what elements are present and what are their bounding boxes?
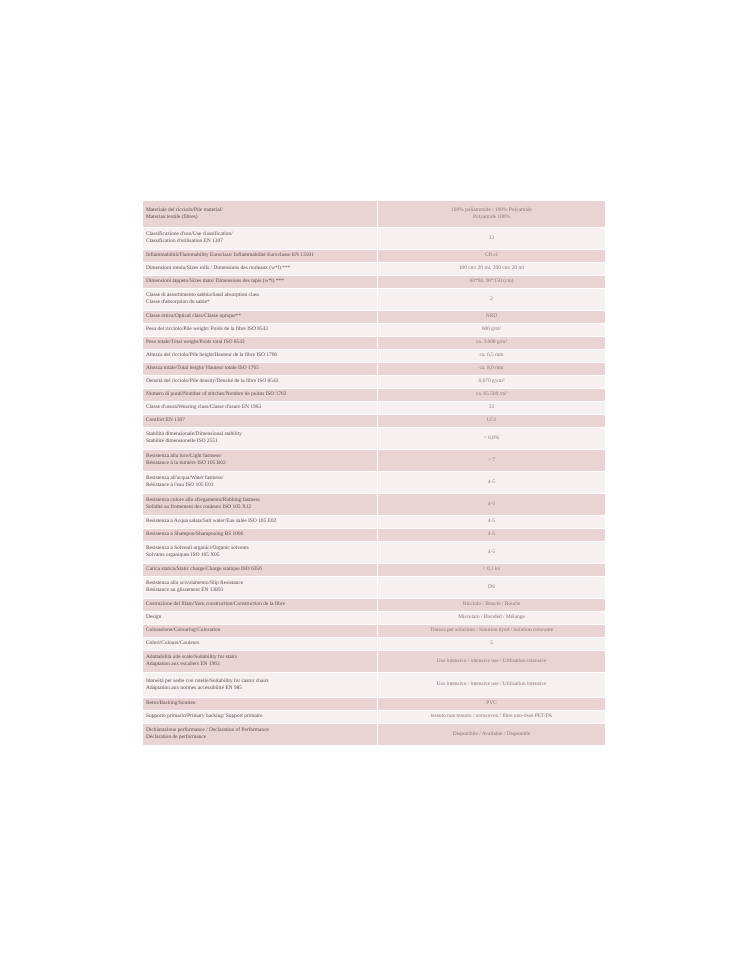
table-row xyxy=(143,288,605,310)
property-label-line: Résistance à la lumière ISO 105 B02 xyxy=(146,460,226,466)
table-row xyxy=(143,449,605,471)
table-row xyxy=(143,697,605,710)
property-value-line: Uso intensivo / intensive use / Utilisation intensive xyxy=(436,657,547,664)
property-value-line: ca. 6,5 mm xyxy=(479,352,504,359)
property-value xyxy=(378,541,606,563)
property-label-line: Design xyxy=(146,614,162,621)
property-label xyxy=(143,598,378,611)
property-value-line: Ricciolo / Bouclé / Boucle xyxy=(462,601,521,608)
property-value-line: DS xyxy=(488,583,495,590)
property-label-line: Adaptation aux escaliers EN 1963 xyxy=(146,661,220,667)
table-row xyxy=(143,515,605,528)
property-value xyxy=(378,611,606,624)
property-value-line: Uso intensivo / intensive use / Utilisation intensive xyxy=(436,681,547,688)
table-row xyxy=(143,401,605,414)
property-value xyxy=(378,427,606,449)
property-label-line: Resistenza colore allo sfregamento/Rubbing fastness xyxy=(146,497,260,504)
property-value-line: Cfl s1 xyxy=(484,252,499,259)
property-label-line: Dimensioni tappeto/Sizes mats/ Dimensions des tapis (w*l) *** xyxy=(146,278,284,285)
table-row xyxy=(143,310,605,323)
property-label-line: Adattabilità alle scale/Suitability for stairs xyxy=(146,654,238,661)
property-label-line: Costruzione del filato/Yarn construction/Construction de la fibre xyxy=(146,601,285,608)
property-value-line: tessuto non tessuto / nonwoven / fibre non-tissé PET/PA xyxy=(430,713,553,720)
property-label-line: Materiau textile (fibres) xyxy=(146,213,198,220)
property-label xyxy=(143,541,378,563)
property-value xyxy=(378,310,606,323)
property-label-line: Densità del ricciolo/Pile density/Densité de la fibre ISO 8543 xyxy=(146,378,279,385)
property-value-line: > 7 xyxy=(487,456,496,463)
property-value-line: ca. 3.000 g/m² xyxy=(476,339,507,346)
property-value xyxy=(378,449,606,471)
table-row xyxy=(143,336,605,349)
property-label-line: Supporto primario/Primary backing/ Support primaire xyxy=(146,713,263,720)
property-label-line: Resistenza a Acqua salata/Salt water/Eau salée ISO 105 E02 xyxy=(146,518,277,525)
property-label xyxy=(143,310,378,323)
property-value-line: 100% poliammide / 100% Polyamide xyxy=(451,207,532,213)
table-row xyxy=(143,262,605,275)
property-label xyxy=(143,576,378,598)
property-value-line: 4-5 xyxy=(487,548,496,555)
table-row xyxy=(143,388,605,401)
property-label-line: Peso totale/Total weight/Poids total ISO 8543 xyxy=(146,339,245,346)
property-value-line: Miscelato / Blended / Mélange xyxy=(458,614,525,621)
property-label xyxy=(143,493,378,515)
table-row xyxy=(143,563,605,576)
table-row xyxy=(143,323,605,336)
property-label xyxy=(143,262,378,275)
property-value xyxy=(378,227,606,249)
property-value-line: 100 cm/ 20 ml, 200 cm/ 20 ml xyxy=(458,265,525,272)
property-label xyxy=(143,288,378,310)
table-row xyxy=(143,624,605,637)
property-label xyxy=(143,611,378,624)
property-label-line: Adaptation aux normes accessibilité EN 985 xyxy=(146,684,242,691)
table-row xyxy=(143,375,605,388)
property-label xyxy=(143,388,378,401)
property-value xyxy=(378,515,606,528)
property-value xyxy=(378,493,606,515)
property-value xyxy=(378,563,606,576)
table-row xyxy=(143,427,605,449)
property-label-line: Retro/Backing/Soutien xyxy=(146,700,196,707)
property-label-line: Resistenza alla luce/Light fastness/ xyxy=(146,453,222,460)
property-label xyxy=(143,249,378,262)
property-label xyxy=(143,427,378,449)
property-value-line: 600 g/m² xyxy=(481,326,502,333)
table-row xyxy=(143,249,605,262)
table-row xyxy=(143,611,605,624)
table-row xyxy=(143,598,605,611)
property-label-line: Infiammabilità/Flammability Euroclass/ Inflammabilité Euroclasse EN 13501 xyxy=(146,252,314,259)
property-label-line: Peso del ricciolo/Pile weight/ Poids de la fibre ISO 8543 xyxy=(146,326,269,333)
property-label xyxy=(143,515,378,528)
property-label-line: Solvants organiques ISO 105 X05 xyxy=(146,552,220,558)
table-row xyxy=(143,576,605,598)
property-value-line: ca. 65.500 /m² xyxy=(476,391,507,398)
property-label xyxy=(143,227,378,249)
property-value xyxy=(378,375,606,388)
property-value-line: 33 xyxy=(488,404,495,411)
property-label xyxy=(143,349,378,362)
property-label-line: Classificazione d'uso/Use classification/ xyxy=(146,231,233,238)
property-label-line: Classe ottica/Optical class/Classe optique** xyxy=(146,313,242,320)
property-label xyxy=(143,697,378,710)
property-value-line: < 0,1 kv xyxy=(482,566,501,573)
property-value xyxy=(378,414,606,427)
table-row xyxy=(143,672,605,697)
property-value xyxy=(378,624,606,637)
property-value xyxy=(378,336,606,349)
table-row xyxy=(143,414,605,427)
table-row xyxy=(143,201,605,227)
property-label-line: Classe di assorbimento sabbia/Sand absorption class xyxy=(146,292,260,299)
property-label xyxy=(143,637,378,650)
property-label-line: Classe d'absorption du sable* xyxy=(146,299,210,305)
property-value xyxy=(378,201,606,227)
property-label xyxy=(143,471,378,493)
property-label-line: Comfort EN 1307 xyxy=(146,417,185,424)
property-label-line: Dimensioni rotolo/Sizes rolls / Dimensions des rouleaux (w*l) *** xyxy=(146,265,291,272)
property-label-line: Resistenza allo scivolamento/Slip Resistance xyxy=(146,580,244,587)
property-label-line: Classification d'utilisation EN 1307 xyxy=(146,238,223,244)
property-value-line: 4-5 xyxy=(487,500,496,507)
property-label xyxy=(143,323,378,336)
table-row xyxy=(143,362,605,375)
property-label-line: Stabilità dimensionale/Dimensional stability xyxy=(146,431,242,438)
property-label-line: Altezza del ricciolo/Pile height/Hauteur de la fibre ISO 1766 xyxy=(146,352,278,359)
table-row xyxy=(143,650,605,672)
property-value-line: 0,070 g/cm³ xyxy=(478,378,505,385)
property-label-line: Idoneità per sedie con rotelle/Suitability for castor chairs xyxy=(146,677,269,684)
property-label-line: Numero di punti/Number of stitches/Nombre de points ISO 1763 xyxy=(146,391,287,398)
table-row xyxy=(143,493,605,515)
property-label xyxy=(143,710,378,723)
property-label-line: Résistance à l'eau ISO 105 E01 xyxy=(146,482,214,488)
property-label-line: Classe d'usura/Wearing class/Classe d'usure EN 1963 xyxy=(146,404,262,411)
property-label-line: Résistance au glissement EN 13893 xyxy=(146,587,224,593)
property-label xyxy=(143,401,378,414)
property-label-line: Altezza totale/Total height/ Hauteur totale ISO 1765 xyxy=(146,365,259,372)
property-value-line: Tintura per soluzioni / Solution dyed / Solution colorante xyxy=(429,627,554,634)
specification-table-body xyxy=(143,201,605,745)
property-value xyxy=(378,262,606,275)
property-value-line: ca. 8,0 mm xyxy=(479,365,504,372)
property-value-line: 33 xyxy=(488,234,495,241)
table-row xyxy=(143,471,605,493)
table-row xyxy=(143,723,605,745)
property-value-line: 4-5 xyxy=(487,518,496,525)
table-row xyxy=(143,637,605,650)
property-label-line: Materiale del ricciolo/Pile material/ xyxy=(146,207,223,213)
property-label xyxy=(143,449,378,471)
property-label-line: Resistenza a Shampoo/Shampooing BS 1006 xyxy=(146,531,244,538)
property-value xyxy=(378,637,606,650)
property-value xyxy=(378,362,606,375)
table-row xyxy=(143,227,605,249)
specification-table xyxy=(143,201,605,746)
property-label-line: Colori/Colours/Couleurs xyxy=(146,640,200,647)
property-value-line: 4-5 xyxy=(487,478,496,485)
property-label-line: Stabilité dimensionelle ISO 2551 xyxy=(146,438,218,444)
property-value-line: 4-5 xyxy=(487,531,496,538)
property-value xyxy=(378,650,606,672)
property-label xyxy=(143,362,378,375)
property-value xyxy=(378,528,606,541)
property-value-line: NRD xyxy=(485,313,498,320)
property-value-line: PVC xyxy=(486,700,497,707)
property-value xyxy=(378,323,606,336)
property-value-line: LC1 xyxy=(486,417,497,424)
property-value xyxy=(378,672,606,697)
property-label-line: Dichiarazione performance / Declaration of Performance xyxy=(146,727,269,734)
property-value xyxy=(378,388,606,401)
property-value xyxy=(378,598,606,611)
property-label-line: Déclaration de performance xyxy=(146,734,207,740)
property-label xyxy=(143,528,378,541)
property-label xyxy=(143,414,378,427)
property-label xyxy=(143,375,378,388)
property-value-line: Disponibile / Available / Disponible xyxy=(452,730,531,737)
property-label-line: Colorazione/Colouring/Coloration xyxy=(146,627,221,634)
property-label xyxy=(143,624,378,637)
property-value xyxy=(378,697,606,710)
property-value xyxy=(378,710,606,723)
table-row xyxy=(143,541,605,563)
property-label xyxy=(143,201,378,227)
table-row xyxy=(143,528,605,541)
property-value-line: 60*90, 90*150 (cm) xyxy=(469,278,514,285)
table-row xyxy=(143,710,605,723)
property-label xyxy=(143,723,378,745)
property-label-line: Resistenza all'acqua/Water fastness/ xyxy=(146,475,224,482)
table-row xyxy=(143,275,605,288)
property-label-line: Carica statica/Static charge/Charge statique ISO 6356 xyxy=(146,566,262,573)
property-label xyxy=(143,275,378,288)
property-value-line: Polyamide 100% xyxy=(473,213,510,220)
property-value xyxy=(378,349,606,362)
property-value xyxy=(378,249,606,262)
property-label xyxy=(143,672,378,697)
property-value-line: < 0,8% xyxy=(483,434,500,441)
property-value xyxy=(378,275,606,288)
property-value-line: 2 xyxy=(490,295,493,302)
property-label xyxy=(143,650,378,672)
property-label-line: Solidité au frottement des couleurs ISO 105 X12 xyxy=(146,504,252,510)
property-value xyxy=(378,471,606,493)
property-value-line: 5 xyxy=(490,640,493,647)
property-value xyxy=(378,576,606,598)
property-value xyxy=(378,723,606,745)
property-label xyxy=(143,336,378,349)
property-label xyxy=(143,563,378,576)
table-row xyxy=(143,349,605,362)
property-label-line: Resistenza a Solventi organici/Organic solvents xyxy=(146,545,249,552)
property-value xyxy=(378,288,606,310)
property-value xyxy=(378,401,606,414)
